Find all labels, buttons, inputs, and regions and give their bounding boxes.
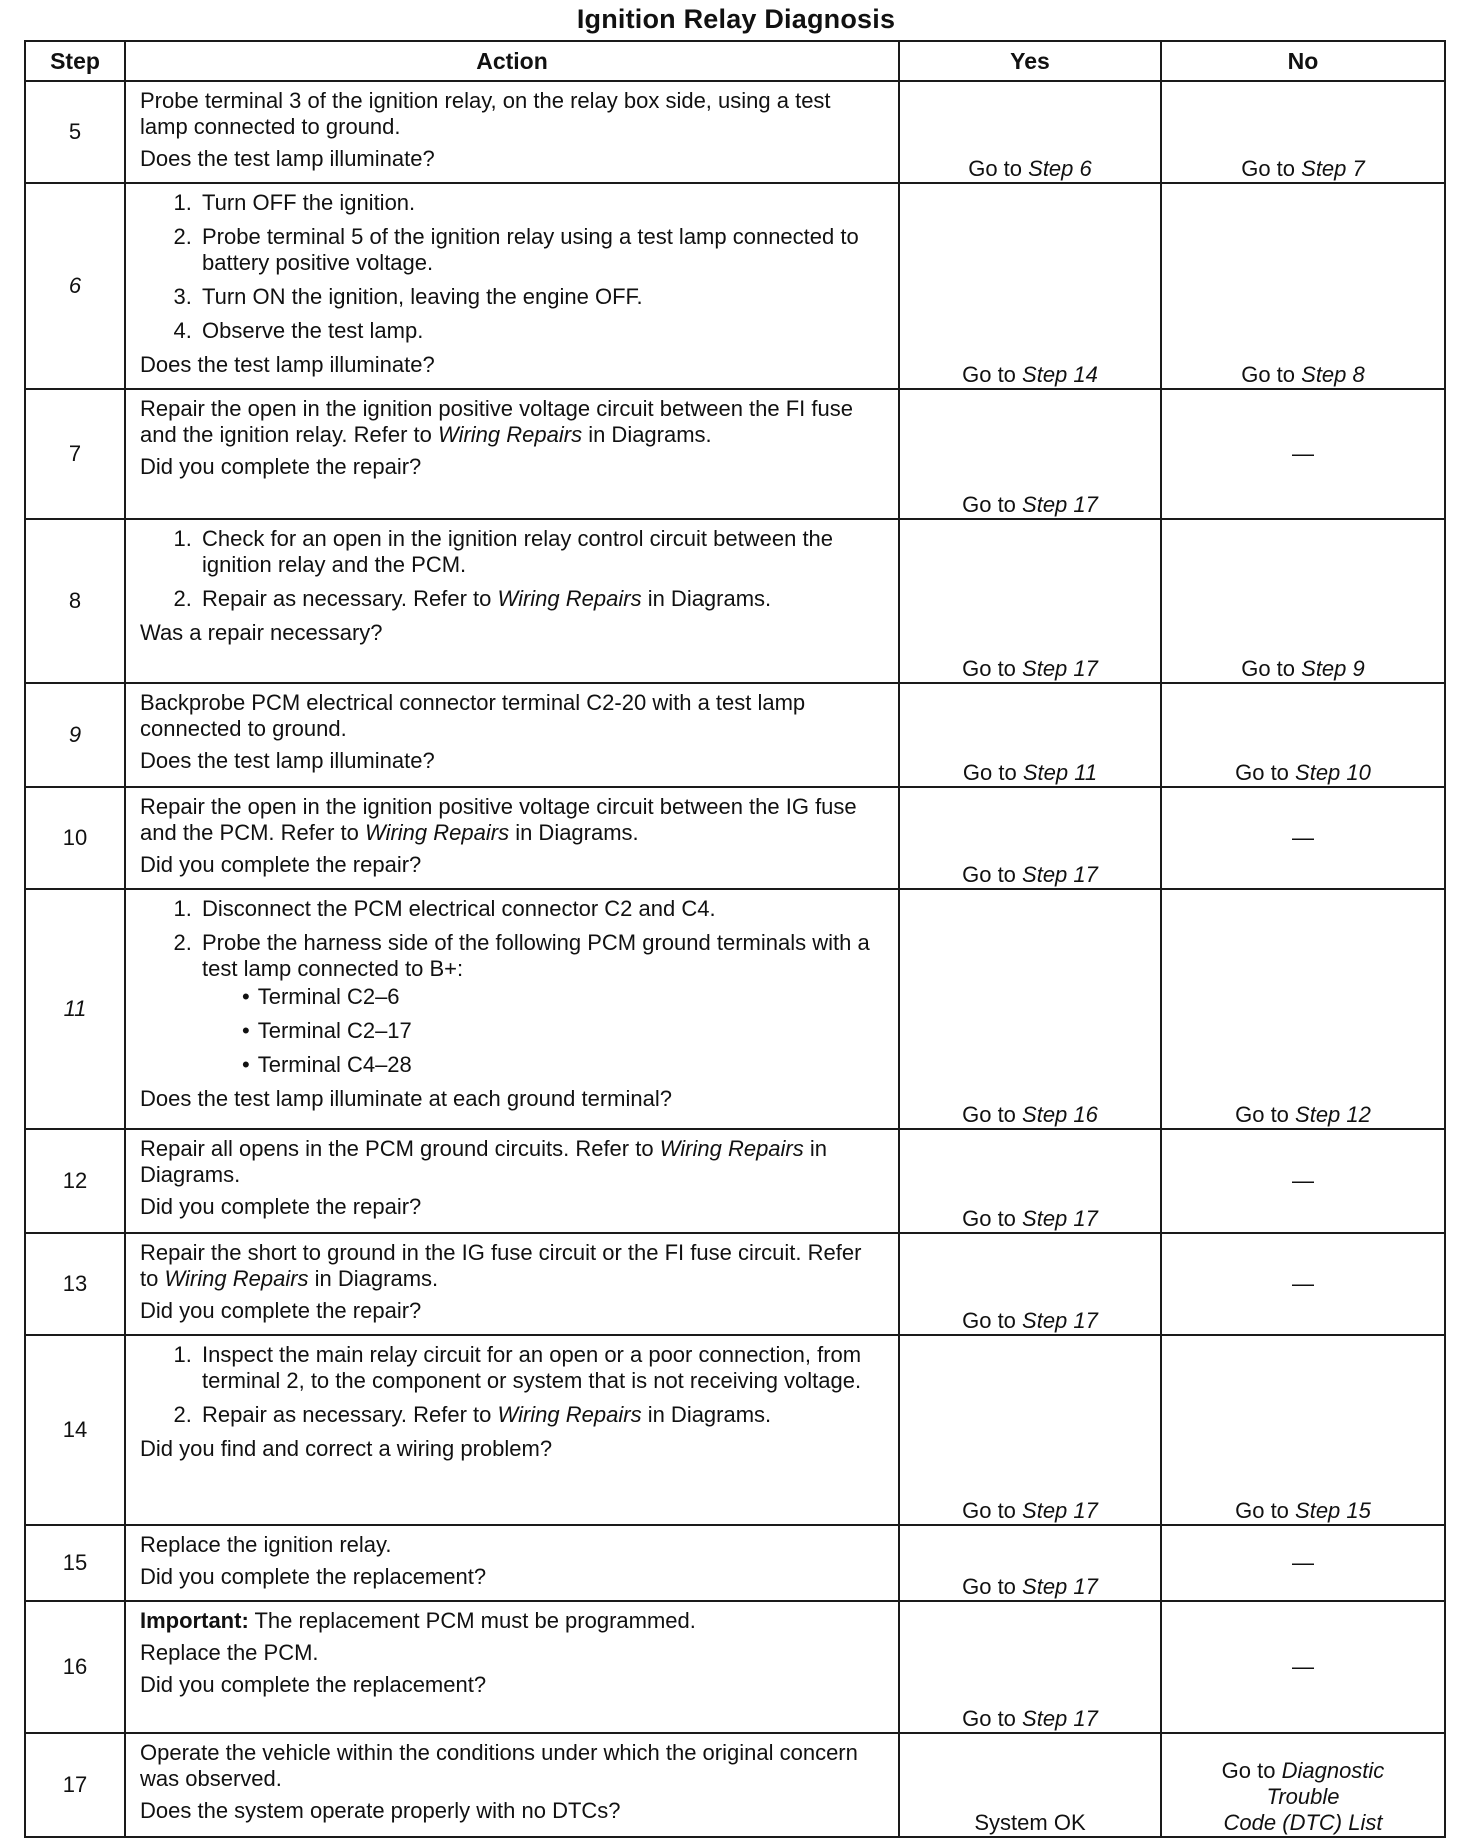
list-item: 1. Inspect the main relay circuit for an open or a poor connection, from terminal 2, to the component or system that is not receiving voltage. xyxy=(198,1342,884,1394)
table-row xyxy=(25,389,1445,519)
yes-cell: Go to Step 11 xyxy=(899,683,1161,787)
step-number: 17 xyxy=(25,1733,125,1837)
no-cell: Go to Diagnostic Trouble Code (DTC) List xyxy=(1161,1733,1445,1837)
action-cell xyxy=(125,787,899,889)
table-row xyxy=(25,1129,1445,1233)
no-cell: Go to Step 8 xyxy=(1161,183,1445,389)
step-number: 16 xyxy=(25,1601,125,1733)
action-text: Repair the short to ground in the IG fuse circuit or the FI fuse circuit. Refer to Wiring Repairs in Diagrams. xyxy=(140,1240,862,1291)
table-row xyxy=(25,1733,1445,1837)
header-step: Step xyxy=(25,41,125,81)
yes-cell: Go to Step 17 xyxy=(899,1335,1161,1525)
action-cell xyxy=(125,519,899,683)
action-text: Probe terminal 3 of the ignition relay, on the relay box side, using a test lamp connected to ground. xyxy=(140,88,831,139)
no-cell: — xyxy=(1161,1233,1445,1335)
step-number: 10 xyxy=(25,787,125,889)
question-text: Did you complete the repair? xyxy=(140,1298,422,1323)
question-text: Did you complete the repair? xyxy=(140,852,422,877)
question-text: Does the test lamp illuminate at each ground terminal? xyxy=(140,1086,672,1111)
action-text: Repair the open in the ignition positive voltage circuit between the IG fuse and the PCM. Refer to Wiring Repairs in Diagrams. xyxy=(140,794,857,845)
table-row xyxy=(25,889,1445,1129)
header-action: Action xyxy=(125,41,899,81)
bullet-item: • Terminal C2–17 xyxy=(238,1018,884,1044)
no-cell: Go to Step 15 xyxy=(1161,1335,1445,1525)
step-number: 6 xyxy=(25,183,125,389)
no-cell: — xyxy=(1161,1129,1445,1233)
action-cell xyxy=(125,81,899,183)
action-cell xyxy=(125,183,899,389)
no-cell: — xyxy=(1161,1601,1445,1733)
action-cell xyxy=(125,1129,899,1233)
step-number: 12 xyxy=(25,1129,125,1233)
table-row xyxy=(25,81,1445,183)
yes-cell: Go to Step 17 xyxy=(899,1525,1161,1601)
yes-cell: Go to Step 17 xyxy=(899,787,1161,889)
action-cell xyxy=(125,1601,899,1733)
yes-cell: Go to Step 14 xyxy=(899,183,1161,389)
action-text: Operate the vehicle within the conditions under which the original concern was observed. xyxy=(140,1740,858,1791)
question-text: Does the system operate properly with no DTCs? xyxy=(140,1798,621,1823)
step-number: 11 xyxy=(25,889,125,1129)
yes-cell: Go to Step 17 xyxy=(899,519,1161,683)
question-text: Does the test lamp illuminate? xyxy=(140,146,435,171)
step-number: 15 xyxy=(25,1525,125,1601)
step-number: 13 xyxy=(25,1233,125,1335)
page-title: Ignition Relay Diagnosis xyxy=(576,4,896,34)
step-number: 7 xyxy=(25,389,125,519)
action-cell xyxy=(125,389,899,519)
list-item: 1. Disconnect the PCM electrical connector C2 and C4. xyxy=(198,896,884,922)
yes-cell: Go to Step 17 xyxy=(899,1233,1161,1335)
no-cell: — xyxy=(1161,787,1445,889)
table-row xyxy=(25,787,1445,889)
question-text: Was a repair necessary? xyxy=(140,620,383,645)
yes-cell: Go to Step 17 xyxy=(899,389,1161,519)
table-row xyxy=(25,1601,1445,1733)
question-text: Did you complete the repair? xyxy=(140,1194,422,1219)
bullet-item: • Terminal C2–6 xyxy=(238,984,884,1010)
list-item: 4. Observe the test lamp. xyxy=(198,318,884,344)
no-cell: Go to Step 9 xyxy=(1161,519,1445,683)
step-number: 5 xyxy=(25,81,125,183)
table-row xyxy=(25,519,1445,683)
list-item: 2. Probe terminal 5 of the ignition relay using a test lamp connected to battery positive voltage. xyxy=(198,224,884,276)
step-number: 9 xyxy=(25,683,125,787)
action-text: Replace the PCM. xyxy=(140,1640,319,1665)
question-text: Did you complete the replacement? xyxy=(140,1672,487,1697)
question-text: Does the test lamp illuminate? xyxy=(140,352,435,377)
table-row xyxy=(25,1335,1445,1525)
question-text: Did you complete the replacement? xyxy=(140,1564,487,1589)
action-cell xyxy=(125,1525,899,1601)
list-item: 1. Check for an open in the ignition relay control circuit between the ignition relay and the PCM. xyxy=(198,526,884,578)
list-item: 2. Repair as necessary. Refer to Wiring Repairs in Diagrams. xyxy=(198,1402,884,1428)
step-number: 14 xyxy=(25,1335,125,1525)
action-cell xyxy=(125,889,899,1129)
important-note: Important: The replacement PCM must be programmed. xyxy=(140,1608,696,1633)
action-text: Repair the open in the ignition positive voltage circuit between the FI fuse and the ignition relay. Refer to Wiring Repairs in Diagrams. xyxy=(140,396,853,447)
step-number: 8 xyxy=(25,519,125,683)
question-text: Did you complete the repair? xyxy=(140,454,422,479)
yes-cell: System OK xyxy=(899,1733,1161,1837)
no-cell: Go to Step 12 xyxy=(1161,889,1445,1129)
header-no: No xyxy=(1161,41,1445,81)
header-yes: Yes xyxy=(899,41,1161,81)
yes-cell: Go to Step 17 xyxy=(899,1601,1161,1733)
yes-cell: Go to Step 6 xyxy=(899,81,1161,183)
no-cell: — xyxy=(1161,389,1445,519)
yes-cell: Go to Step 17 xyxy=(899,1129,1161,1233)
table-row xyxy=(25,1233,1445,1335)
action-text: Backprobe PCM electrical connector terminal C2-20 with a test lamp connected to ground. xyxy=(140,690,806,741)
table-row xyxy=(25,1525,1445,1601)
bullet-item: • Terminal C4–28 xyxy=(238,1052,884,1078)
diagnosis-table xyxy=(24,40,1446,1838)
question-text: Does the test lamp illuminate? xyxy=(140,748,435,773)
list-item: 3. Turn ON the ignition, leaving the engine OFF. xyxy=(198,284,884,310)
action-cell xyxy=(125,683,899,787)
list-item: 2. Repair as necessary. Refer to Wiring Repairs in Diagrams. xyxy=(198,586,884,612)
yes-cell: Go to Step 16 xyxy=(899,889,1161,1129)
action-cell xyxy=(125,1335,899,1525)
action-text: Repair all opens in the PCM ground circuits. Refer to Wiring Repairs in Diagrams. xyxy=(140,1136,828,1187)
no-cell: Go to Step 7 xyxy=(1161,81,1445,183)
no-cell: — xyxy=(1161,1525,1445,1601)
action-text: Replace the ignition relay. xyxy=(140,1532,392,1557)
question-text: Did you find and correct a wiring problem? xyxy=(140,1436,553,1461)
header-row xyxy=(25,41,1445,81)
list-item: 1. Turn OFF the ignition. xyxy=(198,190,884,216)
list-item: 2. Probe the harness side of the following PCM ground terminals with a test lamp connected to B+: • Terminal C2–6 • Terminal C2–17 • Terminal C4–28 xyxy=(198,930,884,1078)
table-row xyxy=(25,683,1445,787)
action-cell xyxy=(125,1233,899,1335)
table-row xyxy=(25,183,1445,389)
action-cell xyxy=(125,1733,899,1837)
no-cell: Go to Step 10 xyxy=(1161,683,1445,787)
